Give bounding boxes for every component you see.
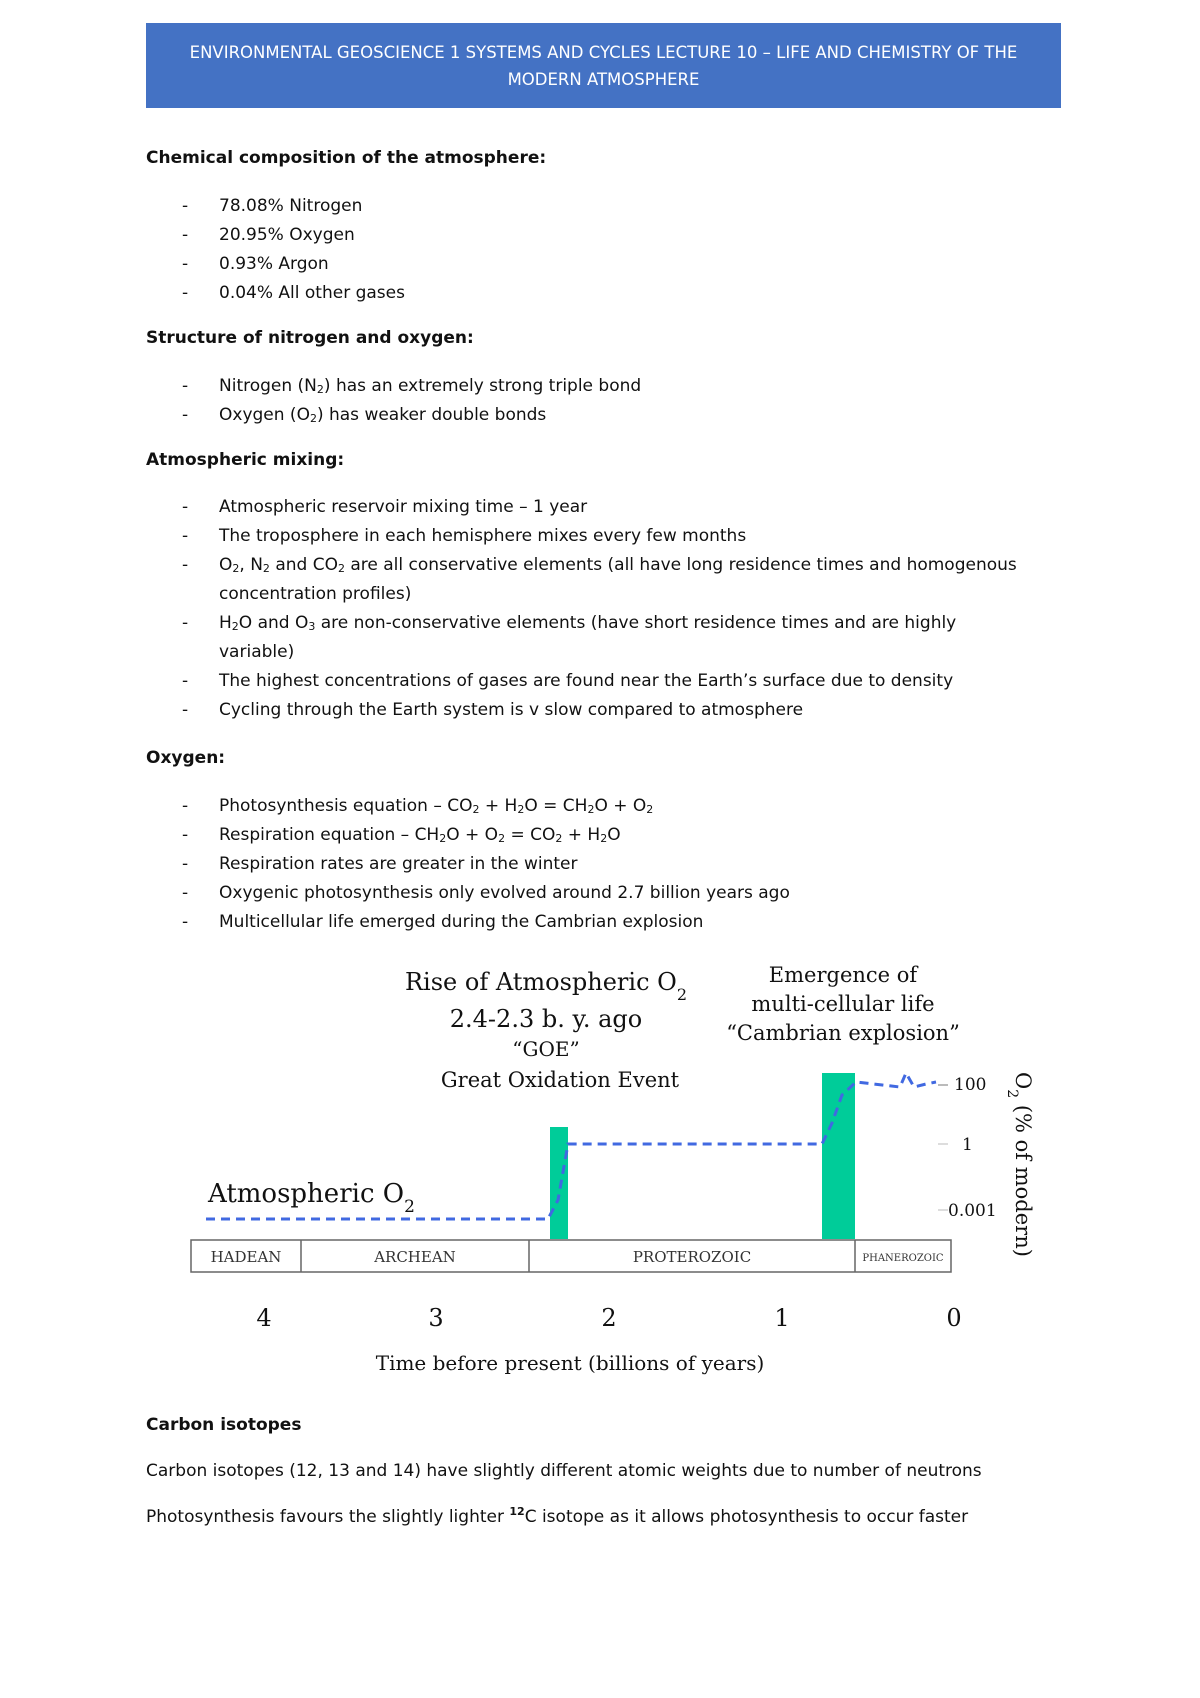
goe-abbrev: “GOE” bbox=[512, 1037, 580, 1061]
list-item: - 0.04% All other gases bbox=[182, 283, 405, 303]
goe-full-name: Great Oxidation Event bbox=[440, 1068, 680, 1092]
eon-bar bbox=[191, 1240, 951, 1272]
list-item: - Multicellular life emerged during the Cambrian explosion bbox=[182, 912, 704, 932]
section-heading-composition: Chemical composition of the atmosphere: bbox=[146, 148, 547, 168]
header-banner bbox=[146, 23, 1061, 108]
list-item: - Respiration rates are greater in the winter bbox=[182, 854, 578, 874]
composition-list bbox=[146, 192, 1066, 308]
section-heading-carbon: Carbon isotopes bbox=[146, 1415, 302, 1435]
list-item: - 0.93% Argon bbox=[182, 254, 329, 274]
eon-label-hadean: HADEAN bbox=[210, 1248, 282, 1266]
list-item: - Respiration equation – $CH_2O + O_2 = CO_2 + H_2O$ bbox=[182, 825, 621, 845]
goe-title: Rise of Atmospheric $O_2$ bbox=[404, 968, 688, 1004]
oxygen-history-svg bbox=[186, 960, 1046, 1390]
eon-label-phanerozoic: PHANEROZOIC bbox=[862, 1253, 944, 1264]
x-tick-label-2: 2 bbox=[601, 1304, 617, 1332]
cambrian-line1: Emergence of bbox=[768, 963, 918, 987]
list-item: - $O_2$, $N_2$ and $CO_2$ are all conservative elements (all have long residence times and homogenous concentration profiles) bbox=[182, 555, 1017, 604]
eon-label-proterozoic: PROTEROZOIC bbox=[632, 1248, 752, 1266]
list-item: - 78.08% Nitrogen bbox=[182, 196, 363, 216]
carbon-paragraph-2: Photosynthesis favours the slightly lighter $^{12}$C isotope as it allows photosynthesis to occur faster bbox=[146, 1505, 969, 1527]
y-tick-label-0001: 0.001 bbox=[948, 1201, 997, 1221]
section-heading-structure: Structure of nitrogen and oxygen: bbox=[146, 328, 474, 348]
x-tick-label-0: 0 bbox=[946, 1304, 962, 1332]
list-item: - Oxygenic photosynthesis only evolved around 2.7 billion years ago bbox=[182, 883, 790, 903]
cambrian-event-bar bbox=[822, 1073, 855, 1239]
list-item: - The troposphere in each hemisphere mixes every few months bbox=[182, 526, 747, 546]
list-item: - Oxygen $(O_2)$ has weaker double bonds bbox=[182, 405, 547, 425]
y-tick-label-100: 100 bbox=[954, 1075, 987, 1095]
list-item: - Photosynthesis equation – $CO_2 + H_2O = CH_2O + O_2$ bbox=[182, 796, 654, 816]
y-tick-label-1: 1 bbox=[962, 1135, 973, 1155]
header-title-line2: MODERN ATMOSPHERE bbox=[507, 69, 700, 89]
list-item: - Cycling through the Earth system is v slow compared to atmosphere bbox=[182, 700, 804, 720]
oxygen-list bbox=[146, 792, 1066, 937]
goe-event-bar bbox=[550, 1127, 568, 1239]
list-item: - 20.95% Oxygen bbox=[182, 225, 355, 245]
x-axis-label: Time before present (billions of years) bbox=[375, 1351, 765, 1375]
header-title-line1: ENVIRONMENTAL GEOSCIENCE 1 SYSTEMS AND CYCLES LECTURE 10 – LIFE AND CHEMISTRY OF THE bbox=[189, 42, 1018, 62]
section-heading-oxygen: Oxygen: bbox=[146, 748, 226, 768]
goe-date: 2.4-2.3 b. y. ago bbox=[449, 1005, 643, 1033]
eon-label-archean: ARCHEAN bbox=[374, 1248, 456, 1266]
x-tick-label-3: 3 bbox=[428, 1304, 444, 1332]
x-tick-label-4: 4 bbox=[256, 1304, 272, 1332]
structure-list bbox=[146, 372, 1066, 430]
section-heading-mixing: Atmospheric mixing: bbox=[146, 450, 345, 470]
oxygen-history-figure bbox=[186, 960, 1046, 1390]
x-tick-label-1: 1 bbox=[774, 1304, 790, 1332]
y-axis-label: $O_2$ (% of modern) bbox=[1004, 1072, 1035, 1257]
carbon-paragraph-1: Carbon isotopes (12, 13 and 14) have slightly different atomic weights due to number of neutrons bbox=[146, 1461, 982, 1481]
list-item: - Nitrogen $(N_2)$ has an extremely strong triple bond bbox=[182, 376, 642, 396]
list-item: - Atmospheric reservoir mixing time – 1 year bbox=[182, 497, 588, 517]
cambrian-line3: “Cambrian explosion” bbox=[726, 1021, 960, 1045]
cambrian-line2: multi-cellular life bbox=[751, 992, 935, 1016]
list-item: - The highest concentrations of gases are found near the Earth’s surface due to density bbox=[182, 671, 954, 691]
mixing-list bbox=[146, 493, 1066, 725]
series-label: Atmospheric $O_2$ bbox=[208, 1179, 415, 1217]
list-item: - $H_2O$ and $O_3$ are non-conservative elements (have short residence times and are highly variable) bbox=[182, 613, 957, 662]
